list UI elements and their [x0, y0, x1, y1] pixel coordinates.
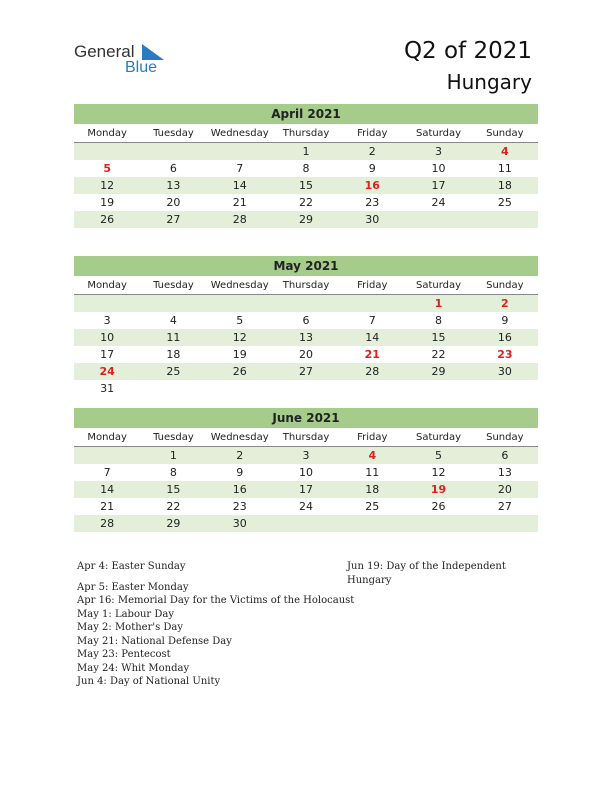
- day-cell: 17: [100, 348, 115, 361]
- month-april: [74, 104, 538, 228]
- weekday-header: Sunday: [472, 124, 538, 143]
- day-cell: 19: [405, 481, 471, 498]
- empty-cell: [207, 380, 273, 397]
- day-cell: 10: [431, 162, 446, 175]
- holiday-note: May 1: Labour Day: [77, 608, 174, 620]
- weekday-header: Saturday: [405, 124, 471, 143]
- day-cell: 27: [140, 211, 206, 228]
- day-cell: 19: [100, 196, 115, 209]
- day-cell: 3: [103, 314, 111, 327]
- empty-cell: [74, 143, 140, 161]
- empty-cell: [74, 295, 140, 313]
- day-cell: 4: [339, 447, 405, 465]
- day-cell: 13: [497, 466, 512, 479]
- day-cell: 14: [207, 177, 273, 194]
- empty-cell: [140, 380, 206, 397]
- week-row: [74, 160, 538, 177]
- day-cell: 21: [232, 196, 247, 209]
- day-cell: 8: [435, 314, 443, 327]
- weekday-header: Sunday: [472, 428, 538, 447]
- week-row: [74, 143, 538, 161]
- holiday-note: May 21: National Defense Day: [77, 635, 232, 647]
- month-title: May 2021: [74, 256, 538, 276]
- empty-cell: [140, 295, 206, 313]
- day-cell: 25: [497, 196, 512, 209]
- week-row: [74, 329, 538, 346]
- day-cell: 2: [339, 143, 405, 161]
- month-title: April 2021: [74, 104, 538, 124]
- week-row: [74, 363, 538, 380]
- day-cell: 26: [431, 500, 446, 513]
- day-cell: 23: [497, 348, 513, 361]
- week-row: [74, 346, 538, 363]
- day-cell: 23: [232, 500, 247, 513]
- day-cell: 29: [405, 363, 471, 380]
- week-row: [74, 447, 538, 465]
- weekday-header: Monday: [74, 276, 140, 295]
- weekday-header: Thursday: [273, 276, 339, 295]
- empty-cell: [207, 143, 273, 161]
- weekday-header: Wednesday: [207, 276, 273, 295]
- month-may: [74, 256, 538, 397]
- day-cell: 26: [74, 211, 140, 228]
- holiday-note: May 2: Mother's Day: [77, 622, 184, 633]
- day-cell: 10: [298, 466, 313, 479]
- day-cell: 3: [405, 143, 471, 161]
- day-cell: 30: [339, 211, 405, 228]
- day-cell: 22: [431, 348, 446, 361]
- day-cell: 14: [74, 481, 140, 498]
- logo-general: General: [74, 42, 135, 61]
- empty-cell: [339, 295, 405, 313]
- day-cell: 27: [497, 500, 512, 513]
- week-row: [74, 515, 538, 532]
- day-cell: 5: [236, 314, 244, 327]
- day-cell: 5: [405, 447, 471, 465]
- weekday-header: Monday: [74, 428, 140, 447]
- day-cell: 24: [298, 500, 313, 513]
- day-cell: 15: [273, 177, 339, 194]
- day-cell: 1: [405, 295, 471, 313]
- day-cell: 2: [472, 295, 538, 313]
- empty-cell: [273, 515, 339, 532]
- day-cell: 21: [364, 348, 380, 361]
- logo-blue: Blue: [125, 59, 158, 76]
- calendar-grid: [74, 276, 538, 397]
- day-cell: 7: [103, 466, 111, 479]
- day-cell: 1: [140, 447, 206, 465]
- day-cell: 21: [100, 500, 115, 513]
- day-cell: 18: [339, 481, 405, 498]
- week-row: [74, 380, 538, 397]
- weekday-header: Thursday: [273, 124, 339, 143]
- weekday-header: Friday: [339, 124, 405, 143]
- day-cell: 18: [472, 177, 538, 194]
- day-cell: 14: [339, 329, 405, 346]
- day-cell: 7: [368, 314, 376, 327]
- weekday-header: Tuesday: [140, 124, 206, 143]
- weekday-header: Sunday: [472, 276, 538, 295]
- day-cell: 16: [472, 329, 538, 346]
- day-cell: 13: [273, 329, 339, 346]
- day-cell: 29: [273, 211, 339, 228]
- weekday-header: Saturday: [405, 276, 471, 295]
- day-cell: 10: [74, 329, 140, 346]
- holiday-note: Apr 4: Easter Sunday: [77, 561, 186, 572]
- week-row: [74, 312, 538, 329]
- week-row: [74, 498, 538, 515]
- day-cell: 3: [273, 447, 339, 465]
- day-cell: 28: [207, 211, 273, 228]
- empty-cell: [405, 380, 471, 397]
- week-row: [74, 295, 538, 313]
- empty-cell: [74, 447, 140, 465]
- day-cell: 12: [431, 466, 446, 479]
- day-cell: 11: [365, 466, 380, 479]
- holiday-note: Hungary: [347, 574, 392, 586]
- holiday-note: Apr 5: Easter Monday: [77, 581, 189, 593]
- holiday-note: Jun 4: Day of National Unity: [77, 676, 221, 687]
- calendar-grid: [74, 124, 538, 228]
- holiday-notes-right: [347, 560, 506, 587]
- day-cell: 9: [236, 466, 244, 479]
- holiday-note: Apr 16: Memorial Day for the Victims of the Holocaust: [77, 595, 355, 606]
- day-cell: 29: [140, 515, 206, 532]
- logo-triangle-icon: [142, 44, 164, 60]
- calendar-grid: [74, 428, 538, 532]
- week-row: [74, 211, 538, 228]
- day-cell: 20: [166, 196, 181, 209]
- day-cell: 26: [207, 363, 273, 380]
- day-cell: 16: [207, 481, 273, 498]
- holiday-notes-left: [77, 560, 354, 689]
- day-cell: 30: [472, 363, 538, 380]
- day-cell: 18: [166, 348, 181, 361]
- empty-cell: [405, 211, 471, 228]
- week-row: [74, 194, 538, 211]
- day-cell: 23: [365, 196, 380, 209]
- day-cell: 12: [74, 177, 140, 194]
- day-cell: 31: [100, 382, 115, 395]
- day-cell: 25: [365, 500, 380, 513]
- day-cell: 9: [501, 314, 509, 327]
- weekday-header: Wednesday: [207, 428, 273, 447]
- day-cell: 17: [273, 481, 339, 498]
- week-row: [74, 464, 538, 481]
- page-title: Q2 of 2021: [403, 38, 532, 64]
- weekday-header: Saturday: [405, 428, 471, 447]
- weekday-header: Thursday: [273, 428, 339, 447]
- holiday-note: May 24: Whit Monday: [77, 662, 190, 674]
- empty-cell: [273, 295, 339, 313]
- weekday-header: Monday: [74, 124, 140, 143]
- day-cell: 17: [405, 177, 471, 194]
- day-cell: 6: [472, 447, 538, 465]
- day-cell: 15: [140, 481, 206, 498]
- day-cell: 20: [472, 481, 538, 498]
- day-cell: 13: [140, 177, 206, 194]
- holiday-note: Jun 19: Day of the Independent: [347, 561, 506, 572]
- day-cell: 22: [298, 196, 313, 209]
- day-cell: 1: [273, 143, 339, 161]
- day-cell: 9: [368, 162, 376, 175]
- weekday-header: Friday: [339, 428, 405, 447]
- day-cell: 11: [140, 329, 206, 346]
- day-cell: 8: [302, 162, 310, 175]
- day-cell: 11: [497, 162, 512, 175]
- day-cell: 30: [207, 515, 273, 532]
- weekday-header: Wednesday: [207, 124, 273, 143]
- day-cell: 20: [298, 348, 313, 361]
- day-cell: 4: [472, 143, 538, 161]
- week-row: [74, 481, 538, 498]
- day-cell: 22: [166, 500, 181, 513]
- empty-cell: [472, 211, 538, 228]
- day-cell: 8: [169, 466, 177, 479]
- day-cell: 28: [74, 515, 140, 532]
- day-cell: 15: [405, 329, 471, 346]
- empty-cell: [405, 515, 471, 532]
- empty-cell: [140, 143, 206, 161]
- empty-cell: [472, 380, 538, 397]
- day-cell: 2: [207, 447, 273, 465]
- day-cell: 28: [339, 363, 405, 380]
- empty-cell: [273, 380, 339, 397]
- day-cell: 4: [169, 314, 177, 327]
- month-title: June 2021: [74, 408, 538, 428]
- day-cell: 12: [207, 329, 273, 346]
- day-cell: 24: [431, 196, 446, 209]
- day-cell: 25: [140, 363, 206, 380]
- empty-cell: [207, 295, 273, 313]
- day-cell: 19: [232, 348, 247, 361]
- day-cell: 16: [339, 177, 405, 194]
- week-row: [74, 177, 538, 194]
- empty-cell: [339, 380, 405, 397]
- month-june: [74, 408, 538, 532]
- empty-cell: [472, 515, 538, 532]
- day-cell: 6: [302, 314, 310, 327]
- empty-cell: [339, 515, 405, 532]
- country-name: Hungary: [446, 70, 532, 94]
- logo: [74, 42, 184, 82]
- weekday-header: Friday: [339, 276, 405, 295]
- day-cell: 27: [273, 363, 339, 380]
- day-cell: 6: [169, 162, 177, 175]
- weekday-header: Tuesday: [140, 428, 206, 447]
- day-cell: 5: [103, 162, 111, 175]
- day-cell: 7: [236, 162, 244, 175]
- weekday-header: Tuesday: [140, 276, 206, 295]
- day-cell: 24: [74, 363, 140, 380]
- holiday-note: May 23: Pentecost: [77, 649, 171, 660]
